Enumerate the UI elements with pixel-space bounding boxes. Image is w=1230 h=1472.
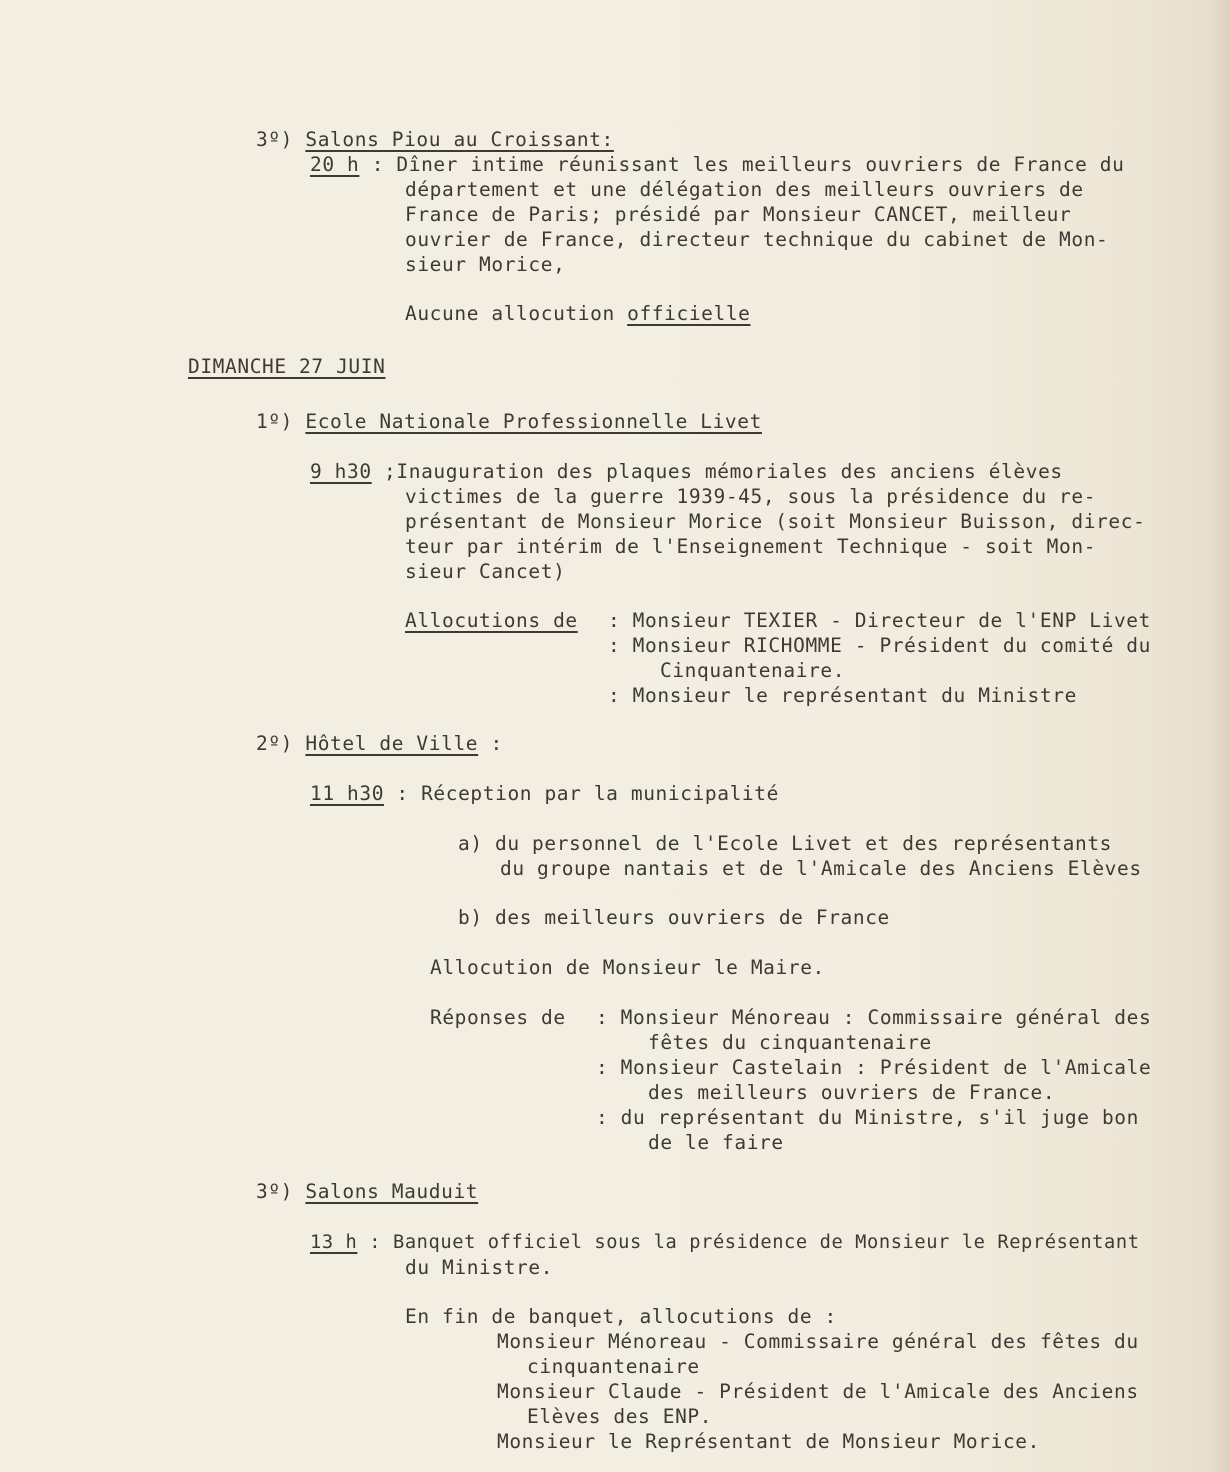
section-number: 3º)	[256, 1180, 294, 1203]
speaker-line: Monsieur le Représentant de Monsieur Morice.	[497, 1430, 1040, 1453]
section-title: Ecole Nationale Professionnelle Livet	[305, 410, 762, 433]
section-title: Salons Mauduit	[305, 1180, 479, 1203]
time-label: 13 h	[310, 1232, 358, 1253]
speaker-line: : Monsieur TEXIER - Directeur de l'ENP Livet	[608, 609, 1151, 632]
list-item-a-cont: du groupe nantais et de l'Amicale des Anciens Elèves	[500, 857, 1142, 880]
end-of-banquet-line: En fin de banquet, allocutions de :	[405, 1305, 837, 1328]
allocution-line: Allocution de Monsieur le Maire.	[430, 956, 825, 979]
desc-line: du Ministre.	[405, 1256, 554, 1279]
desc-line: Inauguration des plaques mémoriales des anciens élèves	[396, 460, 1063, 483]
time-line: 20 h : Dîner intime réunissant les meilleurs ouvriers de France du	[310, 153, 1125, 176]
speaker-line: Monsieur Ménoreau - Commissaire général des fêtes du	[497, 1330, 1139, 1353]
section-heading-enp-livet	[256, 410, 762, 435]
time-line: 9 h30 ;Inauguration des plaques mémoriales des anciens élèves	[310, 460, 1063, 483]
desc-line: présentant de Monsieur Morice (soit Monsieur Buisson, direc-	[405, 510, 1146, 533]
note-underlined: officielle	[627, 302, 751, 325]
speaker-line: Cinquantenaire.	[660, 659, 846, 682]
speaker-line: des meilleurs ouvriers de France.	[648, 1081, 1056, 1104]
note-line	[405, 302, 751, 327]
time-label: 9 h30	[310, 460, 372, 483]
desc-line: France de Paris; présidé par Monsieur CANCET, meilleur	[405, 203, 1072, 226]
time-label: 11 h30	[310, 782, 385, 805]
time-line	[310, 1231, 1140, 1256]
desc-line: sieur Cancet)	[405, 560, 566, 583]
section-title: Hôtel de Ville	[305, 732, 479, 755]
speaker-line: : Monsieur Ménoreau : Commissaire général des	[596, 1006, 1152, 1029]
list-item-b: b) des meilleurs ouvriers de France	[458, 906, 890, 929]
list-item-a: a) du personnel de l'Ecole Livet et des représentants	[458, 832, 1113, 855]
speaker-line: : Monsieur RICHOMME - Président du comité du	[608, 634, 1151, 657]
section-heading-hotel-de-ville	[256, 732, 503, 757]
section-title: Salons Piou au Croissant:	[305, 128, 614, 151]
speaker-line: : Monsieur Castelain : Président de l'Amicale	[596, 1056, 1152, 1079]
desc-line: victimes de la guerre 1939-45, sous la présidence du re-	[405, 485, 1097, 508]
note-text: Aucune allocution	[405, 302, 628, 325]
desc-line: : Réception par la municipalité	[396, 782, 779, 805]
section-number: 3º)	[256, 128, 294, 151]
desc-line: sieur Morice,	[405, 253, 566, 276]
responses-label: Réponses de	[430, 1006, 566, 1029]
desc-line: ouvrier de France, directeur technique du cabinet de Mon-	[405, 228, 1109, 251]
section-heading-salons-piou	[256, 128, 614, 153]
day-heading: DIMANCHE 27 JUIN	[188, 355, 386, 378]
speaker-line: Elèves des ENP.	[527, 1405, 713, 1428]
heading-colon: :	[478, 732, 503, 755]
section-number: 2º)	[256, 732, 294, 755]
desc-line: : Banquet officiel sous la présidence de Monsieur le Représentant	[369, 1232, 1140, 1253]
speaker-line: fêtes du cinquantenaire	[648, 1031, 932, 1054]
desc-line: Dîner intime réunissant les meilleurs ouvriers de France du	[396, 153, 1125, 176]
time-line	[310, 782, 779, 807]
desc-line: teur par intérim de l'Enseignement Technique - soit Mon-	[405, 535, 1097, 558]
speaker-line: : du représentant du Ministre, s'il juge bon	[596, 1106, 1139, 1129]
section-heading-salons-mauduit	[256, 1180, 478, 1205]
time-label: 20 h	[310, 153, 360, 176]
speaker-line: : Monsieur le représentant du Ministre	[608, 684, 1077, 707]
speaker-line: cinquantenaire	[527, 1355, 700, 1378]
speaker-line: de le faire	[648, 1131, 784, 1154]
section-number: 1º)	[256, 410, 294, 433]
allocutions-label: Allocutions de	[405, 609, 578, 632]
speaker-line: Monsieur Claude - Président de l'Amicale des Anciens	[497, 1380, 1139, 1403]
desc-line: département et une délégation des meilleurs ouvriers de	[405, 178, 1084, 201]
